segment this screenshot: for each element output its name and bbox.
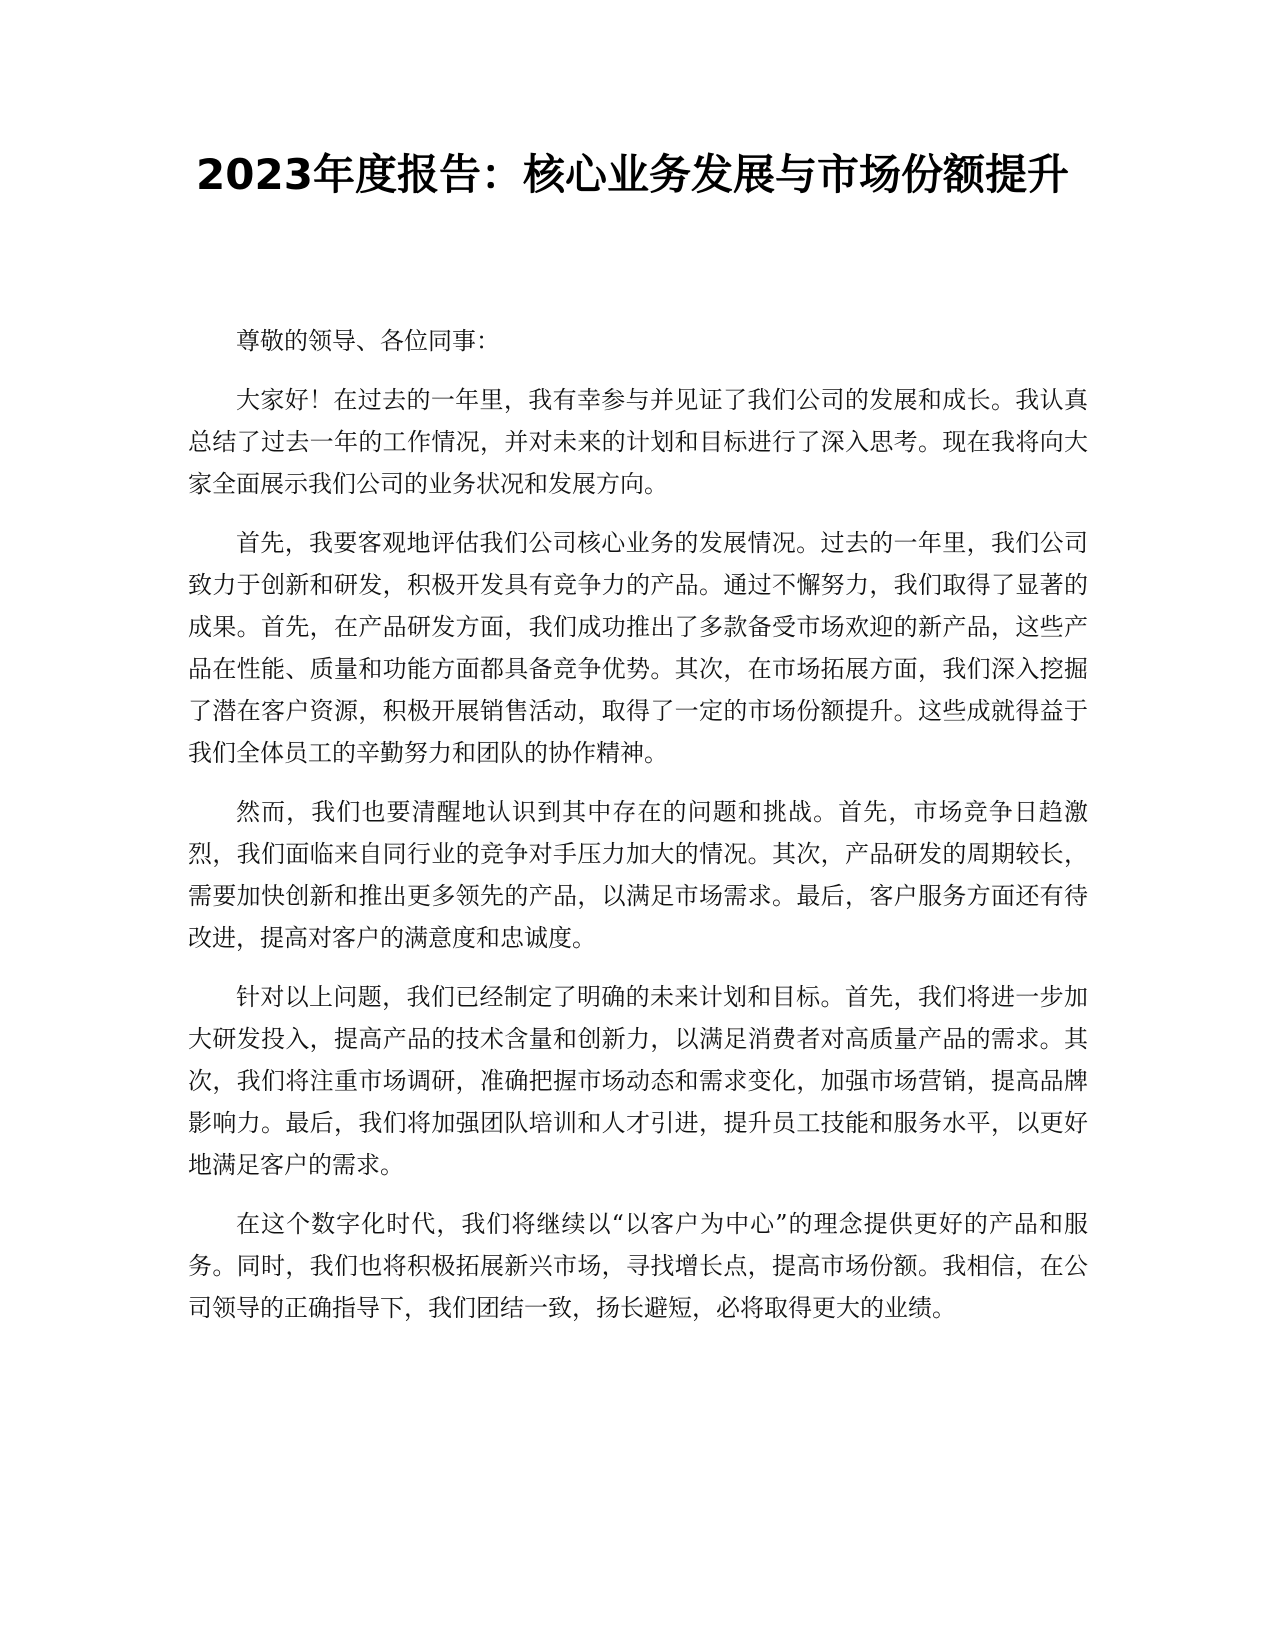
business-review-paragraph: 首先，我要客观地评估我们公司核心业务的发展情况。过去的一年里，我们公司致力于创新和研发，积极开发具有竞争力的产品。通过不懈努力，我们取得了显著的成果。首先，在产品研发方面，我们成功推出了多款备受市场欢迎的新产品，这些产品在性能、质量和功能方面都具备竞争优势。其次，在市场拓展方面，我们深入挖掘了潜在客户资源，积极开展销售活动，取得了一定的市场份额提升。这些成就得益于我们全体员工的辛勤努力和团队的协作精神。 (188, 529, 1088, 767)
closing-paragraph: 在这个数字化时代，我们将继续以“以客户为中心”的理念提供更好的产品和服务。同时，我们也将积极拓展新兴市场，寻找增长点，提高市场份额。我相信，在公司领导的正确指导下，我们团结一致，扬长避短，必将取得更大的业绩。 (188, 1210, 1088, 1322)
intro-paragraph: 大家好！在过去的一年里，我有幸参与并见证了我们公司的发展和成长。我认真总结了过去一年的工作情况，并对未来的计划和目标进行了深入思考。现在我将向大家全面展示我们公司的业务状况和发展方向。 (188, 386, 1088, 498)
document-title: 2023年度报告：核心业务发展与市场份额提升 (196, 150, 1069, 199)
document-body (188, 320, 1088, 1346)
salutation-paragraph: 尊敬的领导、各位同事： (236, 327, 500, 355)
future-plans-paragraph: 针对以上问题，我们已经制定了明确的未来计划和目标。首先，我们将进一步加大研发投入，提高产品的技术含量和创新力，以满足消费者对高质量产品的需求。其次，我们将注重市场调研，准确把握市场动态和需求变化，加强市场营销，提高品牌影响力。最后，我们将加强团队培训和人才引进，提升员工技能和服务水平，以更好地满足客户的需求。 (188, 983, 1088, 1179)
challenges-paragraph: 然而，我们也要清醒地认识到其中存在的问题和挑战。首先，市场竞争日趋激烈，我们面临来自同行业的竞争对手压力加大的情况。其次，产品研发的周期较长，需要加快创新和推出更多领先的产品，以满足市场需求。最后，客户服务方面还有待改进，提高对客户的满意度和忠诚度。 (188, 798, 1088, 952)
